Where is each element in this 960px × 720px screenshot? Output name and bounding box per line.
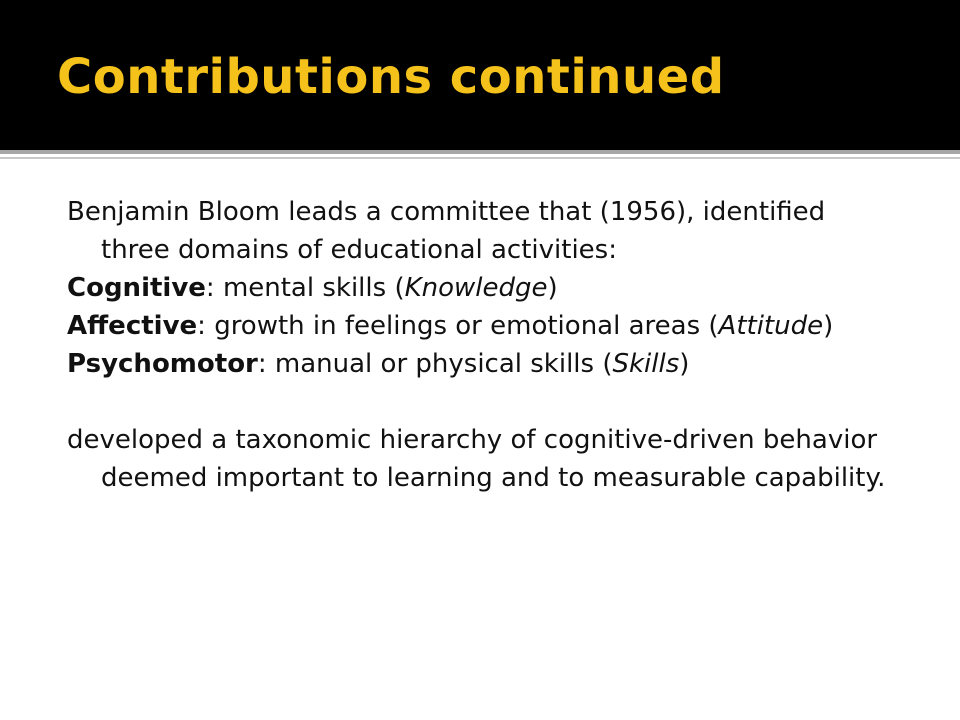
domain-item-psychomotor: [67, 345, 897, 383]
domain-separator: :: [205, 273, 223, 303]
intro-paragraph: Benjamin Bloom leads a committee that (1956), identified three domains of educational activities:: [67, 197, 826, 265]
domain-closing: ): [823, 311, 834, 341]
domain-example: Attitude: [718, 311, 824, 341]
slide-body: [67, 193, 897, 497]
domain-item-affective: [67, 307, 897, 345]
domain-description: mental skills (: [222, 273, 405, 303]
domain-separator: :: [197, 311, 215, 341]
domain-term: Psychomotor: [67, 349, 258, 379]
title-bar: [0, 0, 960, 150]
title-divider-line-thin: [0, 157, 960, 159]
conclusion-paragraph: developed a taxonomic hierarchy of cognitive-driven behavior deemed important to learning and to measurable capability.: [67, 425, 886, 493]
domain-term: Affective: [67, 311, 198, 341]
domain-example: Skills: [612, 349, 680, 379]
slide-title: Contributions continued: [57, 49, 725, 105]
domain-closing: ): [547, 273, 558, 303]
domain-closing: ): [679, 349, 690, 379]
paragraph-spacer: [67, 383, 897, 421]
domain-separator: :: [257, 349, 275, 379]
title-divider-line: [0, 150, 960, 154]
domain-example: Knowledge: [404, 273, 548, 303]
domain-term: Cognitive: [67, 273, 206, 303]
domain-description: manual or physical skills (: [274, 349, 613, 379]
domain-item-cognitive: [67, 269, 897, 307]
domain-description: growth in feelings or emotional areas (: [214, 311, 719, 341]
